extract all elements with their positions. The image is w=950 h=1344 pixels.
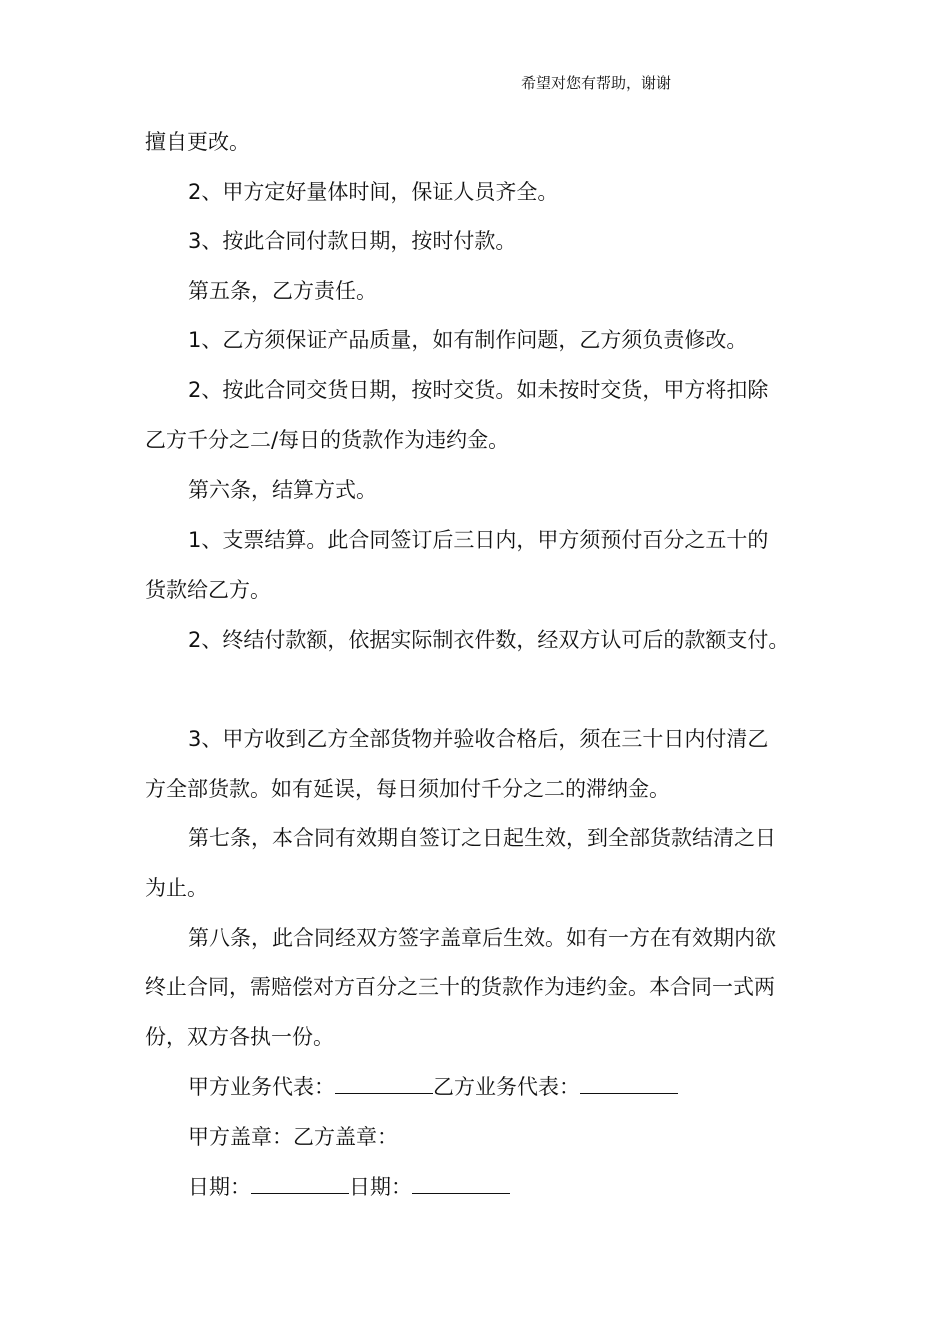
body-line: 擅自更改。 xyxy=(145,130,250,154)
body-line: 货款给乙方。 xyxy=(145,578,271,602)
party-a-rep-blank[interactable] xyxy=(335,1075,433,1094)
body-line: 方全部货款。如有延误，每日须加付千分之二的滞纳金。 xyxy=(145,777,670,801)
body-line: 乙方千分之二/每日的货款作为违约金。 xyxy=(145,428,510,452)
date-blank-a[interactable] xyxy=(251,1175,349,1194)
party-a-rep-label: 甲方业务代表： xyxy=(188,1075,335,1099)
party-b-rep-label: 乙方业务代表： xyxy=(433,1075,580,1099)
body-line: 2、按此合同交货日期，按时交货。如未按时交货，甲方将扣除 xyxy=(188,378,769,402)
signature-dates-line xyxy=(188,1172,510,1202)
body-line: 第六条，结算方式。 xyxy=(188,478,377,502)
date-blank-b[interactable] xyxy=(412,1175,510,1194)
body-line: 2、终结付款额，依据实际制衣件数，经双方认可后的款额支付。 xyxy=(188,628,790,652)
signature-reps-line xyxy=(188,1072,678,1102)
date-label-a: 日期： xyxy=(188,1175,251,1199)
header-note: 希望对您有帮助，谢谢 xyxy=(521,74,672,92)
party-b-rep-blank[interactable] xyxy=(580,1075,678,1094)
body-line: 1、乙方须保证产品质量，如有制作问题，乙方须负责修改。 xyxy=(188,328,748,352)
body-line: 第七条，本合同有效期自签订之日起生效，到全部货款结清之日 xyxy=(188,826,776,850)
body-line: 第八条，此合同经双方签字盖章后生效。如有一方在有效期内欲 xyxy=(188,926,776,950)
body-line: 3、甲方收到乙方全部货物并验收合格后，须在三十日内付清乙 xyxy=(188,727,769,751)
signature-seals-line: 甲方盖章：乙方盖章： xyxy=(188,1125,398,1149)
body-line: 为止。 xyxy=(145,876,208,900)
body-line: 1、支票结算。此合同签订后三日内，甲方须预付百分之五十的 xyxy=(188,528,769,552)
body-line: 份，双方各执一份。 xyxy=(145,1025,334,1049)
body-line: 3、按此合同付款日期，按时付款。 xyxy=(188,229,517,253)
date-label-b: 日期： xyxy=(349,1175,412,1199)
body-line: 第五条，乙方责任。 xyxy=(188,279,377,303)
body-line: 终止合同，需赔偿对方百分之三十的货款作为违约金。本合同一式两 xyxy=(145,975,775,999)
body-line: 2、甲方定好量体时间，保证人员齐全。 xyxy=(188,180,559,204)
